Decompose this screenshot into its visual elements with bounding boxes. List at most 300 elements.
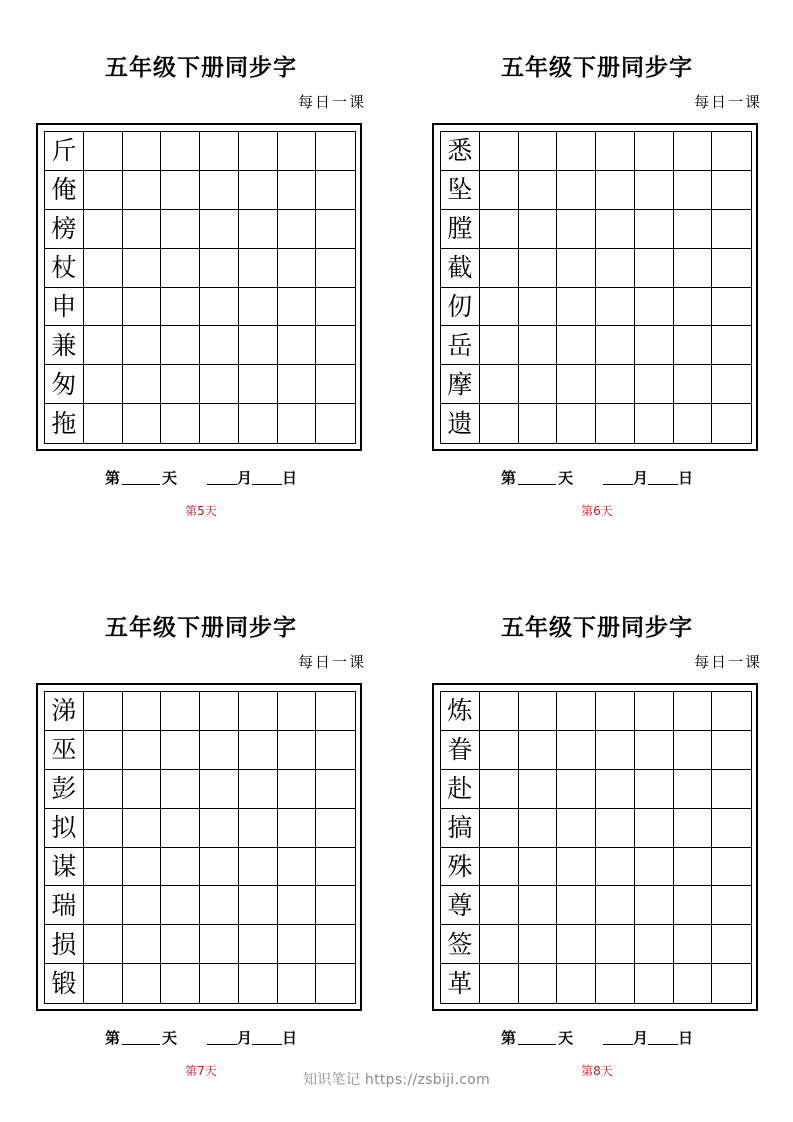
- practice-cell: [674, 365, 713, 404]
- practice-cell: [84, 326, 123, 365]
- practice-cell: [84, 731, 123, 770]
- practice-cell: [123, 326, 162, 365]
- practice-cell: [674, 404, 713, 443]
- practice-cell: [316, 809, 355, 848]
- practice-cell: [480, 326, 519, 365]
- practice-cell: [278, 210, 317, 249]
- practice-cell: [161, 848, 200, 887]
- practice-cell: [278, 365, 317, 404]
- model-character: 签: [441, 925, 480, 964]
- practice-cell: [557, 925, 596, 964]
- practice-cell: [480, 692, 519, 731]
- practice-cell: [84, 404, 123, 443]
- writing-grid-frame: [36, 683, 362, 1011]
- writing-grid-frame: [36, 123, 362, 451]
- practice-cell: [239, 770, 278, 809]
- practice-cell: [278, 249, 317, 288]
- practice-cell: [480, 249, 519, 288]
- date-yue: 月: [237, 469, 253, 487]
- practice-cell: [712, 925, 751, 964]
- practice-cell: [123, 365, 162, 404]
- practice-cell: [161, 249, 200, 288]
- practice-cell: [480, 288, 519, 327]
- practice-cell: [596, 925, 635, 964]
- practice-cell: [519, 848, 558, 887]
- practice-cell: [596, 210, 635, 249]
- practice-cell: [519, 692, 558, 731]
- practice-cell: [557, 809, 596, 848]
- practice-cell: [84, 925, 123, 964]
- practice-cell: [519, 288, 558, 327]
- practice-cell: [239, 210, 278, 249]
- practice-cell: [278, 848, 317, 887]
- practice-cell: [84, 288, 123, 327]
- model-character: 俺: [45, 171, 84, 210]
- practice-cell: [123, 964, 162, 1003]
- model-character: 尊: [441, 886, 480, 925]
- footer-watermark: 知识笔记 https://zsbiji.com: [302, 1072, 491, 1088]
- practice-cell: [519, 326, 558, 365]
- practice-cell: [712, 132, 751, 171]
- practice-cell: [278, 809, 317, 848]
- practice-cell: [674, 848, 713, 887]
- practice-cell: [712, 288, 751, 327]
- practice-cell: [200, 848, 239, 887]
- model-character: 拖: [45, 404, 84, 443]
- practice-cell: [596, 365, 635, 404]
- date-tian: 天: [161, 1029, 177, 1047]
- fill-in-blank[interactable]: [648, 468, 678, 485]
- fill-in-blank[interactable]: [252, 468, 282, 485]
- practice-cell: [519, 210, 558, 249]
- fill-in-blank[interactable]: [207, 1028, 237, 1045]
- practice-cell: [635, 964, 674, 1003]
- practice-cell: [635, 171, 674, 210]
- practice-cell: [557, 848, 596, 887]
- model-character: 斤: [45, 132, 84, 171]
- model-character: 赴: [441, 770, 480, 809]
- practice-sheet-2: [432, 20, 762, 540]
- practice-cell: [674, 288, 713, 327]
- practice-cell: [596, 132, 635, 171]
- practice-cell: [635, 288, 674, 327]
- day-number-label: 第7天: [185, 1064, 217, 1078]
- fill-in-blank[interactable]: [122, 1028, 160, 1045]
- date-yue: 月: [633, 469, 649, 487]
- practice-cell: [239, 365, 278, 404]
- practice-cell: [200, 210, 239, 249]
- practice-cell: [200, 964, 239, 1003]
- model-character: 锻: [45, 964, 84, 1003]
- date-ri: 日: [282, 469, 298, 487]
- practice-cell: [316, 132, 355, 171]
- practice-cell: [519, 731, 558, 770]
- sheet-subtitle: 每日一课: [297, 93, 366, 111]
- practice-cell: [712, 365, 751, 404]
- practice-cell: [161, 925, 200, 964]
- practice-cell: [557, 886, 596, 925]
- model-character: 悉: [441, 132, 480, 171]
- practice-cell: [200, 809, 239, 848]
- practice-cell: [596, 770, 635, 809]
- practice-cell: [316, 326, 355, 365]
- practice-cell: [519, 404, 558, 443]
- practice-cell: [519, 809, 558, 848]
- practice-cell: [161, 731, 200, 770]
- writing-grid: [440, 131, 752, 444]
- date-tian: 天: [557, 1029, 573, 1047]
- practice-cell: [123, 404, 162, 443]
- practice-cell: [278, 132, 317, 171]
- practice-cell: [557, 692, 596, 731]
- fill-in-blank[interactable]: [518, 468, 556, 485]
- practice-cell: [596, 288, 635, 327]
- practice-cell: [123, 731, 162, 770]
- model-character: 坠: [441, 171, 480, 210]
- practice-cell: [123, 249, 162, 288]
- practice-cell: [712, 249, 751, 288]
- practice-cell: [84, 848, 123, 887]
- practice-cell: [200, 249, 239, 288]
- practice-cell: [557, 249, 596, 288]
- practice-cell: [596, 249, 635, 288]
- practice-cell: [200, 171, 239, 210]
- practice-cell: [480, 171, 519, 210]
- model-character: 遗: [441, 404, 480, 443]
- practice-cell: [316, 886, 355, 925]
- practice-cell: [200, 770, 239, 809]
- practice-cell: [239, 848, 278, 887]
- practice-cell: [596, 326, 635, 365]
- practice-cell: [161, 288, 200, 327]
- practice-cell: [161, 365, 200, 404]
- practice-cell: [200, 731, 239, 770]
- practice-cell: [557, 210, 596, 249]
- practice-cell: [278, 288, 317, 327]
- practice-cell: [161, 132, 200, 171]
- practice-cell: [200, 326, 239, 365]
- date-ri: 日: [678, 469, 694, 487]
- practice-cell: [712, 964, 751, 1003]
- practice-cell: [674, 770, 713, 809]
- practice-cell: [519, 171, 558, 210]
- practice-cell: [635, 132, 674, 171]
- model-character: 杖: [45, 249, 84, 288]
- practice-cell: [712, 210, 751, 249]
- practice-cell: [123, 809, 162, 848]
- date-yue: 月: [633, 1029, 649, 1047]
- day-number-label: 第8天: [581, 1064, 613, 1078]
- practice-cell: [239, 132, 278, 171]
- practice-cell: [674, 132, 713, 171]
- model-character: 殊: [441, 848, 480, 887]
- writing-grid: [440, 691, 752, 1004]
- practice-cell: [278, 770, 317, 809]
- model-character: 炼: [441, 692, 480, 731]
- practice-cell: [84, 210, 123, 249]
- practice-cell: [674, 809, 713, 848]
- practice-cell: [557, 288, 596, 327]
- writing-grid-frame: [432, 123, 758, 451]
- practice-cell: [674, 886, 713, 925]
- practice-cell: [84, 809, 123, 848]
- date-line: [432, 1026, 762, 1050]
- practice-cell: [200, 365, 239, 404]
- practice-cell: [596, 809, 635, 848]
- practice-cell: [519, 964, 558, 1003]
- practice-cell: [674, 249, 713, 288]
- practice-cell: [278, 964, 317, 1003]
- practice-cell: [84, 886, 123, 925]
- practice-sheet-3: [36, 580, 366, 1100]
- practice-cell: [200, 288, 239, 327]
- practice-cell: [200, 692, 239, 731]
- practice-cell: [161, 770, 200, 809]
- model-character: 巫: [45, 731, 84, 770]
- practice-cell: [596, 731, 635, 770]
- practice-cell: [161, 886, 200, 925]
- practice-cell: [239, 171, 278, 210]
- practice-cell: [712, 809, 751, 848]
- model-character: 彭: [45, 770, 84, 809]
- practice-cell: [239, 925, 278, 964]
- practice-cell: [557, 404, 596, 443]
- practice-cell: [200, 132, 239, 171]
- date-di: 第: [500, 469, 516, 487]
- practice-cell: [635, 925, 674, 964]
- practice-cell: [480, 132, 519, 171]
- practice-cell: [519, 886, 558, 925]
- practice-cell: [635, 249, 674, 288]
- model-character: 眷: [441, 731, 480, 770]
- date-yue: 月: [237, 1029, 253, 1047]
- practice-cell: [596, 886, 635, 925]
- practice-cell: [635, 809, 674, 848]
- practice-cell: [200, 886, 239, 925]
- practice-cell: [161, 404, 200, 443]
- fill-in-blank[interactable]: [603, 468, 633, 485]
- practice-cell: [123, 886, 162, 925]
- practice-cell: [480, 365, 519, 404]
- model-character: 榜: [45, 210, 84, 249]
- practice-cell: [316, 365, 355, 404]
- practice-cell: [84, 365, 123, 404]
- model-character: 膛: [441, 210, 480, 249]
- practice-sheet-1: [36, 20, 366, 540]
- practice-cell: [596, 404, 635, 443]
- writing-grid: [44, 691, 356, 1004]
- practice-cell: [635, 848, 674, 887]
- practice-cell: [519, 770, 558, 809]
- practice-cell: [316, 171, 355, 210]
- practice-cell: [635, 404, 674, 443]
- practice-cell: [557, 731, 596, 770]
- practice-cell: [239, 731, 278, 770]
- date-line: [36, 1026, 366, 1050]
- practice-cell: [84, 171, 123, 210]
- day-number-label: 第6天: [581, 504, 613, 518]
- practice-cell: [712, 848, 751, 887]
- practice-cell: [712, 326, 751, 365]
- practice-cell: [239, 809, 278, 848]
- fill-in-blank[interactable]: [518, 1028, 556, 1045]
- sheet-subtitle: 每日一课: [297, 653, 366, 671]
- practice-sheet-4: [432, 580, 762, 1100]
- practice-cell: [480, 770, 519, 809]
- practice-cell: [480, 925, 519, 964]
- writing-grid: [44, 131, 356, 444]
- model-character: 摩: [441, 365, 480, 404]
- practice-cell: [480, 848, 519, 887]
- practice-cell: [674, 210, 713, 249]
- sheet-subtitle: 每日一课: [693, 93, 762, 111]
- practice-cell: [316, 692, 355, 731]
- date-di: 第: [104, 1029, 120, 1047]
- practice-cell: [596, 964, 635, 1003]
- practice-cell: [123, 848, 162, 887]
- model-character: 瑞: [45, 886, 84, 925]
- writing-grid-frame: [432, 683, 758, 1011]
- practice-cell: [161, 692, 200, 731]
- practice-cell: [278, 692, 317, 731]
- practice-cell: [712, 770, 751, 809]
- practice-cell: [674, 964, 713, 1003]
- model-character: 革: [441, 964, 480, 1003]
- date-line: [432, 466, 762, 490]
- practice-cell: [278, 171, 317, 210]
- date-di: 第: [500, 1029, 516, 1047]
- practice-cell: [316, 210, 355, 249]
- practice-cell: [674, 171, 713, 210]
- model-character: 涕: [45, 692, 84, 731]
- practice-cell: [635, 326, 674, 365]
- fill-in-blank[interactable]: [603, 1028, 633, 1045]
- practice-cell: [239, 326, 278, 365]
- practice-cell: [84, 692, 123, 731]
- practice-cell: [519, 925, 558, 964]
- practice-cell: [635, 770, 674, 809]
- practice-cell: [557, 365, 596, 404]
- practice-cell: [596, 171, 635, 210]
- date-ri: 日: [282, 1029, 298, 1047]
- practice-cell: [712, 731, 751, 770]
- practice-cell: [316, 288, 355, 327]
- practice-cell: [239, 404, 278, 443]
- sheet-subtitle: 每日一课: [693, 653, 762, 671]
- practice-cell: [123, 288, 162, 327]
- date-line: [36, 466, 366, 490]
- practice-cell: [278, 925, 317, 964]
- practice-cell: [278, 404, 317, 443]
- model-character: 申: [45, 288, 84, 327]
- model-character: 岳: [441, 326, 480, 365]
- practice-cell: [674, 326, 713, 365]
- practice-cell: [712, 886, 751, 925]
- practice-cell: [316, 925, 355, 964]
- practice-cell: [316, 770, 355, 809]
- practice-cell: [161, 171, 200, 210]
- model-character: 损: [45, 925, 84, 964]
- practice-cell: [239, 964, 278, 1003]
- practice-cell: [635, 210, 674, 249]
- practice-cell: [161, 964, 200, 1003]
- date-ri: 日: [678, 1029, 694, 1047]
- practice-cell: [674, 731, 713, 770]
- practice-cell: [84, 132, 123, 171]
- model-character: 搞: [441, 809, 480, 848]
- practice-cell: [123, 692, 162, 731]
- date-di: 第: [104, 469, 120, 487]
- fill-in-blank[interactable]: [252, 1028, 282, 1045]
- practice-cell: [557, 770, 596, 809]
- practice-cell: [557, 326, 596, 365]
- practice-cell: [480, 964, 519, 1003]
- practice-cell: [316, 249, 355, 288]
- practice-cell: [278, 731, 317, 770]
- practice-cell: [84, 770, 123, 809]
- practice-cell: [239, 886, 278, 925]
- date-tian: 天: [161, 469, 177, 487]
- practice-cell: [596, 692, 635, 731]
- practice-cell: [674, 925, 713, 964]
- practice-cell: [239, 692, 278, 731]
- practice-cell: [674, 692, 713, 731]
- practice-cell: [635, 886, 674, 925]
- practice-cell: [123, 132, 162, 171]
- sheet-title: 五年级下册同步字: [501, 55, 693, 81]
- practice-cell: [557, 171, 596, 210]
- practice-cell: [84, 964, 123, 1003]
- practice-cell: [712, 171, 751, 210]
- sheet-title: 五年级下册同步字: [105, 55, 297, 81]
- practice-cell: [519, 132, 558, 171]
- sheet-title: 五年级下册同步字: [105, 615, 297, 641]
- practice-cell: [239, 288, 278, 327]
- practice-cell: [316, 964, 355, 1003]
- fill-in-blank[interactable]: [122, 468, 160, 485]
- practice-cell: [596, 848, 635, 887]
- practice-cell: [557, 964, 596, 1003]
- fill-in-blank[interactable]: [207, 468, 237, 485]
- model-character: 匆: [45, 365, 84, 404]
- fill-in-blank[interactable]: [648, 1028, 678, 1045]
- practice-cell: [519, 365, 558, 404]
- practice-cell: [519, 249, 558, 288]
- practice-cell: [84, 249, 123, 288]
- model-character: 截: [441, 249, 480, 288]
- practice-cell: [316, 404, 355, 443]
- practice-cell: [712, 692, 751, 731]
- practice-cell: [557, 132, 596, 171]
- practice-cell: [161, 326, 200, 365]
- practice-cell: [480, 809, 519, 848]
- model-character: 谋: [45, 848, 84, 887]
- practice-cell: [161, 210, 200, 249]
- sheet-title: 五年级下册同步字: [501, 615, 693, 641]
- practice-cell: [200, 404, 239, 443]
- practice-cell: [123, 770, 162, 809]
- practice-cell: [635, 731, 674, 770]
- practice-cell: [123, 171, 162, 210]
- date-tian: 天: [557, 469, 573, 487]
- practice-cell: [278, 886, 317, 925]
- model-character: 拟: [45, 809, 84, 848]
- practice-cell: [480, 731, 519, 770]
- practice-cell: [480, 886, 519, 925]
- model-character: 仞: [441, 288, 480, 327]
- day-number-label: 第5天: [185, 504, 217, 518]
- practice-cell: [316, 731, 355, 770]
